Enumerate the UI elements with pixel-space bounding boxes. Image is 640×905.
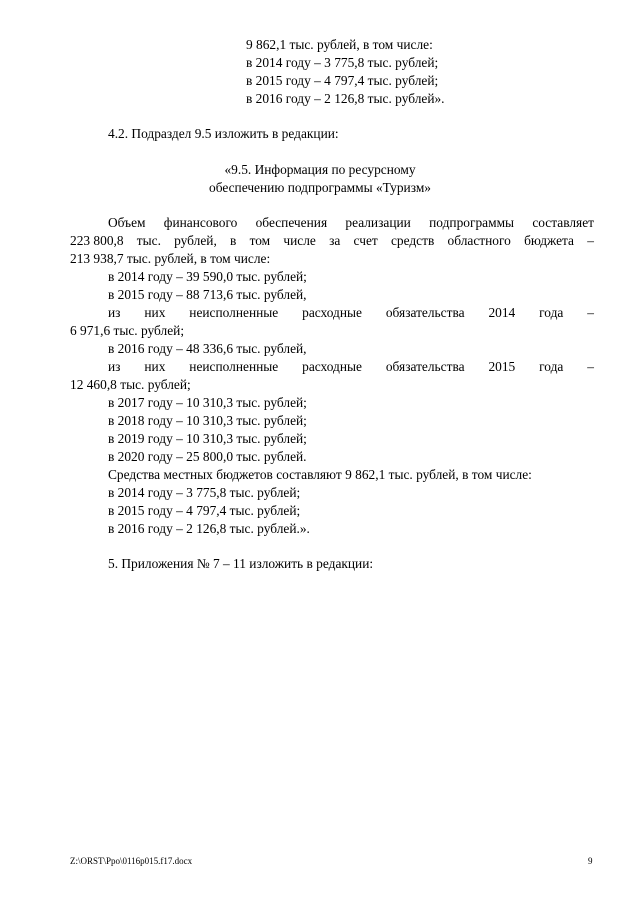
footer-file-path: Z:\ORST\Ppo\0116p015.f17.docx bbox=[70, 856, 193, 866]
year-2016-line: в 2016 году – 48 336,6 тыс. рублей, bbox=[108, 341, 307, 356]
year-2015-line: в 2015 году – 88 713,6 тыс. рублей, bbox=[108, 287, 307, 302]
page-number: 9 bbox=[588, 856, 593, 866]
word: 2015 bbox=[488, 359, 516, 374]
word: подпрограммы bbox=[429, 215, 515, 230]
obligations-2015-sum: 12 460,8 тыс. рублей; bbox=[70, 377, 191, 392]
word: них bbox=[144, 359, 166, 374]
word: расходные bbox=[302, 359, 362, 374]
word: из bbox=[108, 359, 121, 374]
top-line-2016: в 2016 году – 2 126,8 тыс. рублей». bbox=[246, 91, 445, 106]
year-2020-line: в 2020 году – 25 800,0 тыс. рублей. bbox=[108, 449, 307, 464]
item-5: 5. Приложения № 7 – 11 изложить в редакции: bbox=[108, 556, 374, 571]
obligations-2015-line bbox=[108, 358, 594, 376]
top-line-2015: в 2015 году – 4 797,4 тыс. рублей; bbox=[246, 73, 439, 88]
top-line-1: 9 862,1 тыс. рублей, в том числе: bbox=[246, 37, 433, 52]
item-4-2: 4.2. Подраздел 9.5 изложить в редакции: bbox=[108, 126, 339, 141]
local-2014-line: в 2014 году – 3 775,8 тыс. рублей; bbox=[108, 485, 301, 500]
word: в bbox=[230, 233, 237, 248]
word: неисполненные bbox=[189, 305, 279, 320]
word: обязательства bbox=[385, 359, 465, 374]
word: года bbox=[539, 359, 564, 374]
section-title-line-2: обеспечению подпрограммы «Туризм» bbox=[209, 180, 431, 195]
year-2017-line: в 2017 году – 10 310,3 тыс. рублей; bbox=[108, 395, 307, 410]
year-2014-line: в 2014 году – 39 590,0 тыс. рублей; bbox=[108, 269, 307, 284]
word: средств bbox=[390, 233, 435, 248]
word: том bbox=[249, 233, 271, 248]
word: реализации bbox=[345, 215, 411, 230]
obligations-2014-sum: 6 971,6 тыс. рублей; bbox=[70, 323, 185, 338]
section-title-line-1: «9.5. Информация по ресурсному bbox=[224, 162, 416, 177]
word: за bbox=[329, 233, 341, 248]
word: 2014 bbox=[488, 305, 516, 320]
word: – bbox=[587, 359, 594, 374]
word: обязательства bbox=[385, 305, 465, 320]
word: расходные bbox=[302, 305, 362, 320]
local-2015-line: в 2015 году – 4 797,4 тыс. рублей; bbox=[108, 503, 301, 518]
word: года bbox=[539, 305, 564, 320]
word: – bbox=[587, 305, 594, 320]
local-2016-line: в 2016 году – 2 126,8 тыс. рублей.». bbox=[108, 521, 310, 536]
paragraph-line-2 bbox=[70, 232, 594, 250]
word: бюджета bbox=[524, 233, 574, 248]
word: областного bbox=[447, 233, 511, 248]
word: из bbox=[108, 305, 121, 320]
word: них bbox=[144, 305, 166, 320]
word: Объем bbox=[108, 215, 146, 230]
word: числе bbox=[283, 233, 316, 248]
word: счет bbox=[353, 233, 378, 248]
local-budgets-line: Средства местных бюджетов составляют 9 862,1 тыс. рублей, в том числе: bbox=[108, 467, 532, 482]
obligations-2014-line bbox=[108, 304, 594, 322]
word: неисполненные bbox=[189, 359, 279, 374]
word: – bbox=[587, 233, 594, 248]
year-2018-line: в 2018 году – 10 310,3 тыс. рублей; bbox=[108, 413, 307, 428]
paragraph-line-1 bbox=[108, 214, 594, 232]
word: обеспечения bbox=[255, 215, 328, 230]
word: 223 800,8 bbox=[70, 233, 124, 248]
word: финансового bbox=[163, 215, 238, 230]
paragraph-line-3: 213 938,7 тыс. рублей, в том числе: bbox=[70, 251, 271, 266]
word: тыс. bbox=[136, 233, 161, 248]
word: составляет bbox=[532, 215, 594, 230]
year-2019-line: в 2019 году – 10 310,3 тыс. рублей; bbox=[108, 431, 307, 446]
top-line-2014: в 2014 году – 3 775,8 тыс. рублей; bbox=[246, 55, 439, 70]
word: рублей, bbox=[174, 233, 217, 248]
